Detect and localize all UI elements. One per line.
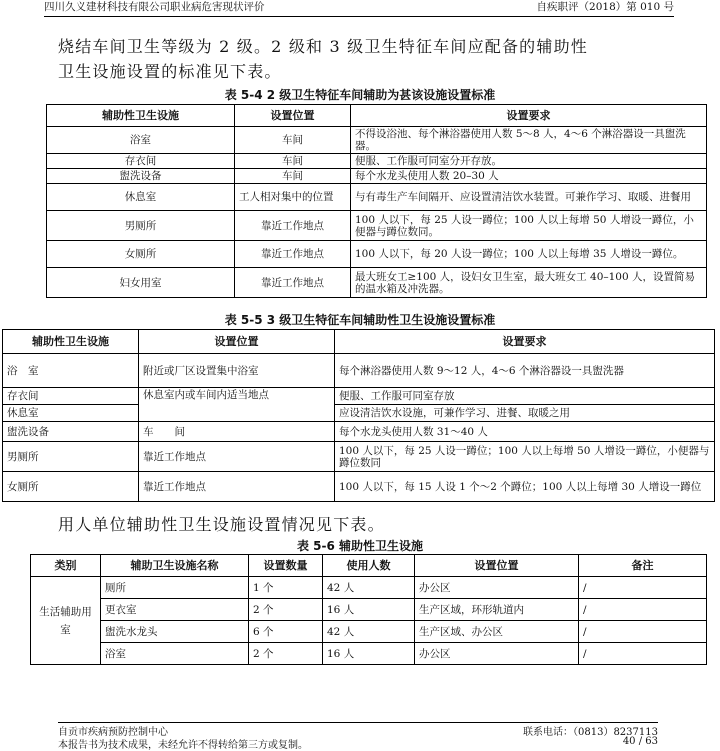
footer-org: 自贡市疾病预防控制中心 — [58, 727, 168, 738]
table-row — [3, 405, 715, 422]
table-cell: 浴室 — [47, 127, 235, 154]
header-cell: 使用人数 — [323, 555, 415, 577]
table-5-4 — [46, 104, 707, 298]
table-row — [3, 354, 715, 388]
header-cell: 备注 — [579, 555, 707, 577]
table-5-4-caption: 表 5-4 2 级卫生特征车间辅助为甚该设施设置标准 — [224, 88, 496, 102]
table-cell: 靠近工作地点 — [139, 442, 335, 472]
header-cell: 设置要求 — [351, 105, 707, 127]
table-row — [47, 169, 707, 184]
table-cell: 最大班女工≥100 人，设妇女卫生室，最大班女工 40–100 人，设置简易的温水箱及冲洗器。 — [351, 268, 707, 298]
table-cell: 更衣室 — [101, 599, 249, 621]
table-cell: 休息室 — [47, 184, 235, 211]
table-cell: 车间 — [235, 169, 351, 184]
table-cell: / — [579, 577, 707, 599]
table-row — [3, 388, 715, 405]
category-cell: 生活辅助用室 — [31, 577, 101, 665]
table-cell: / — [579, 621, 707, 643]
table-5-5 — [2, 329, 715, 502]
table-cell: 浴 室 — [3, 354, 139, 388]
table-cell: 2 个 — [249, 599, 323, 621]
table-cell: 应设清洁饮水设施，可兼作学习、进餐、取暖之用 — [335, 405, 715, 422]
table-cell: 与有毒生产车间隔开、应设置清洁饮水装置。可兼作学习、取暖、进餐用 — [351, 184, 707, 211]
header-cell: 辅助性卫生设施 — [47, 105, 235, 127]
table-cell: 42 人 — [323, 621, 415, 643]
header-left: 四川久义建材科技有限公司职业病危害现状评价 — [44, 1, 265, 13]
table-cell: 6 个 — [249, 621, 323, 643]
table-cell: 休息室内或车间内适当地点 — [139, 388, 335, 422]
table-cell: 靠近工作地点 — [235, 211, 351, 241]
table-cell: 不得设浴池、每个淋浴器使用人数 5～8 人，4～6 个淋浴器设一具盥洗器。 — [351, 127, 707, 154]
table-row — [3, 472, 715, 502]
table-cell: 厕所 — [101, 577, 249, 599]
table-cell: / — [579, 643, 707, 665]
footer-phone: 联系电话：（0813）8237113 — [523, 727, 658, 738]
table-cell: 靠近工作地点 — [235, 268, 351, 298]
header-cell: 辅助性卫生设施 — [3, 330, 139, 354]
table-row — [31, 643, 707, 665]
intro-line-1: 烧结车间卫生等级为 2 级。2 级和 3 级卫生特征车间应配备的辅助性 — [58, 37, 588, 56]
table-cell: 靠近工作地点 — [235, 241, 351, 268]
table-row — [31, 621, 707, 643]
table-cell: 盥洗设备 — [3, 422, 139, 442]
table-cell: 100 人以下，每 25 人设一蹲位；100 人以上每增 50 人增设一蹲位，小便器与蹲位数同。 — [351, 211, 707, 241]
table-row — [47, 241, 707, 268]
header-cell: 辅助卫生设施名称 — [101, 555, 249, 577]
table-header-row — [47, 105, 707, 127]
header-cell: 设置要求 — [335, 330, 715, 354]
table-cell: 男厕所 — [3, 442, 139, 472]
header-cell: 类别 — [31, 555, 101, 577]
table-cell: 附近或厂区设置集中浴室 — [139, 354, 335, 388]
table-cell: 每个淋浴器使用人数 9～12 人，4～6 个淋浴器设一具盥洗器 — [335, 354, 715, 388]
table-cell: 16 人 — [323, 599, 415, 621]
table-cell: 盥洗设备 — [47, 169, 235, 184]
table-cell: 工人相对集中的位置 — [235, 184, 351, 211]
table-row — [47, 127, 707, 154]
header-right: 自疾职评（2018）第 010 号 — [536, 1, 674, 13]
table-row — [3, 422, 715, 442]
table-cell: 便服、工作服可同室存放 — [335, 388, 715, 405]
table-row — [3, 442, 715, 472]
table-cell: 车间 — [235, 127, 351, 154]
table-cell: 办公区 — [415, 577, 579, 599]
table-row — [31, 599, 707, 621]
table-cell: 100 人以下，每 20 人设一蹲位；100 人以上每增 35 人增设一蹲位。 — [351, 241, 707, 268]
table-cell: / — [579, 599, 707, 621]
table-cell: 存衣间 — [47, 154, 235, 169]
table-cell: 盥洗水龙头 — [101, 621, 249, 643]
table-cell: 生产区域、办公区 — [415, 621, 579, 643]
table-row — [31, 577, 707, 599]
table-row — [47, 268, 707, 298]
table-header-row — [3, 330, 715, 354]
table-cell: 16 人 — [323, 643, 415, 665]
footer-notice: 本报告书为技术成果，未经允许不得转给第三方或复制。 — [58, 740, 308, 751]
table-cell: 100 人以下，每 15 人设 1 个～2 个蹲位；100 人以上每增 30 人增设一蹲位 — [335, 472, 715, 502]
page-number: 40 / 63 — [622, 736, 658, 747]
table-cell: 浴室 — [101, 643, 249, 665]
table-cell: 女厕所 — [47, 241, 235, 268]
table-cell: 女厕所 — [3, 472, 139, 502]
table-cell: 生产区域，环形轨道内 — [415, 599, 579, 621]
table-row — [47, 154, 707, 169]
header-cell: 设置数量 — [249, 555, 323, 577]
table-cell: 2 个 — [249, 643, 323, 665]
table-cell: 办公区 — [415, 643, 579, 665]
table-cell: 休息室 — [3, 405, 139, 422]
header-cell: 设置位置 — [139, 330, 335, 354]
header-cell: 设置位置 — [235, 105, 351, 127]
table-cell: 车 间 — [139, 422, 335, 442]
table-cell: 42 人 — [323, 577, 415, 599]
header-cell: 设置位置 — [415, 555, 579, 577]
table-cell: 妇女用室 — [47, 268, 235, 298]
table-5-6 — [30, 554, 707, 665]
table-cell: 每个水龙头使用人数 20–30 人 — [351, 169, 707, 184]
table-cell: 便服、工作服可同室分开存放。 — [351, 154, 707, 169]
page-header — [44, 0, 674, 17]
table-row — [47, 211, 707, 241]
table-cell: 1 个 — [249, 577, 323, 599]
table-5-6-caption: 表 5-6 辅助性卫生设施 — [296, 539, 424, 553]
paragraph-2: 用人单位辅助性卫生设施设置情况见下表。 — [58, 515, 385, 534]
table-cell: 存衣间 — [3, 388, 139, 405]
table-cell: 100 人以下，每 25 人设一蹲位；100 人以上每增 50 人增设一蹲位，小便器与蹲位数同 — [335, 442, 715, 472]
table-row — [47, 184, 707, 211]
table-cell: 车间 — [235, 154, 351, 169]
table-header-row — [31, 555, 707, 577]
table-cell: 靠近工作地点 — [139, 472, 335, 502]
table-cell: 每个水龙头使用人数 31～40 人 — [335, 422, 715, 442]
table-cell: 男厕所 — [47, 211, 235, 241]
intro-line-2: 卫生设施设置的标准见下表。 — [58, 62, 282, 81]
table-5-5-caption: 表 5-5 3 级卫生特征车间辅助性卫生设施设置标准 — [224, 313, 496, 327]
